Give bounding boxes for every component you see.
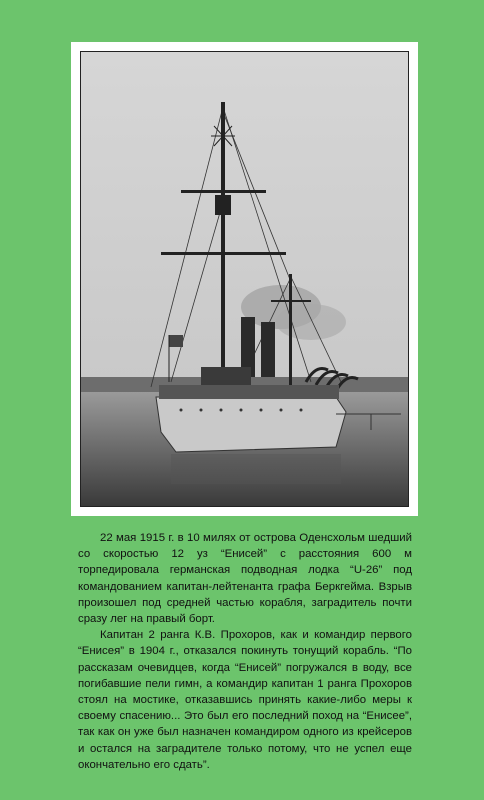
ship-illustration [81,52,408,506]
ship-photograph [80,51,409,507]
paragraph: 22 мая 1915 г. в 10 милях от острова Оденсхольм шедший со скоростью 12 уз “Енисей” с расстояния 600 м торпедировала германская подводная лодка “U-26” под командованием капитан-лейтенанта графа Беркгейма. Взрыв произошел под средней частью корабля, заградитель почти сразу лег на правый борт. [78,532,412,626]
paragraph: Капитан 2 ранга К.В. Прохоров, как и командир первого “Енисея” в 1904 г., отказался покинуть тонущий корабль. “По рассказам очевидцев, когда “Енисей” погружался в воду, все погибавшие пели гимн, а командир капитан 1 ранга Прохоров стоял на мостике, отказавшись принять какие-либо меры к своему спасению... Это был его последний поход на “Енисее”, так как он уже был назначен командиром одного из крейсеров и остался на заградителе только потому, что не успел еще окончательно его сдать”. [78,629,412,771]
photo-frame [71,42,418,516]
body-text [78,530,412,773]
